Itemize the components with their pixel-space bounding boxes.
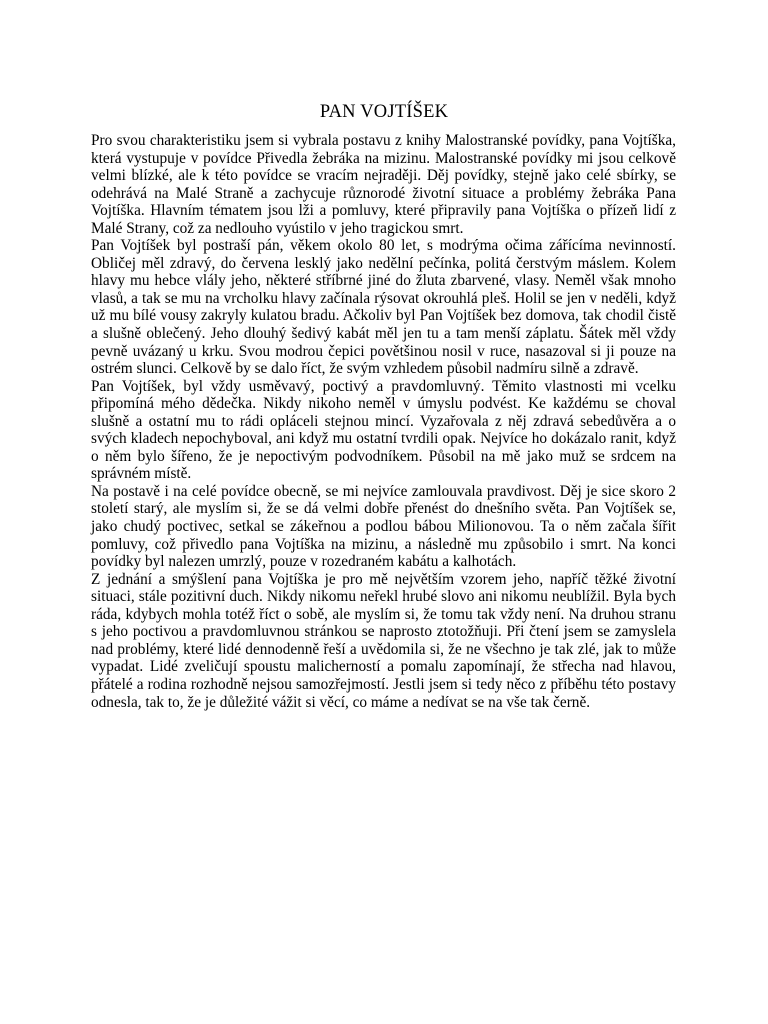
document-title: PAN VOJTÍŠEK [319, 102, 449, 122]
paragraph-character: Pan Vojtíšek, byl vždy usměvavý, poctivý a pravdomluvný. Těmito vlastnosti mi vcelku připomíná mého dědečka. Nikdy nikoho neměl v úmyslu podvést. Ke každému se choval slušně a ostatní mu to rádi opláceli stejnou mincí. Vyzařovala z něj zdravá sebedůvěra a o svých kladech nepochyboval, ani když mu ostatní tvrdili opak. Nejvíce ho dokázalo ranit, když o něm bylo šířeno, že je nepoctivým podvodníkem. Působil na mě jako muž se srdcem na správném místě. [91, 377, 676, 483]
paragraph-intro: Pro svou charakteristiku jsem si vybrala postavu z knihy Malostranské povídky, pana Vojtíška, která vystupuje v povídce Přivedla žebráka na mizinu. Malostranské povídky mi jsou celkově velmi blízké, ale k této povídce se vracím nejraději. Děj povídky, stejně jako celé sbírky, se odehrává na Malé Straně a zachycuje různorodé životní situace a problémy žebráka Pana Vojtíška. Hlavním tématem jsou lži a pomluvy, které připravily pana Vojtíška o přízeň lidí z Malé Strany, což za nedlouho vyústilo v jeho tragickou smrt. [91, 132, 676, 237]
document-body [91, 132, 676, 711]
paragraph-appearance: Pan Vojtíšek byl postraší pán, věkem okolo 80 let, s modrýma očima zářícíma nevinností. Obličej měl zdravý, do červena lesklý jako nedělní pečínka, politá čerstvým máslem. Kolem hlavy mu hebce vlály jeho, některé stříbrné jiné do žluta zbarvené, vlasy. Neměl však mnoho vlasů, a tak se mu na vrcholku hlavy začínala rýsovat okrouhlá pleš. Holil se jen v neděli, když už mu bílé vousy zakryly kulatou bradu. Ačkoliv byl Pan Vojtíšek bez domova, tak chodil čistě a slušně oblečený. Jeho dlouhý šedivý kabát měl jen tu a tam menší záplatu. Šátek měl vždy pevně uvázaný u krku. Svou modrou čepici povětšinou nosil v ruce, nasazoval si ji pouze na ostrém slunci. Celkově by se dalo říct, že svým vzhledem působil nadmíru silně a zdravě. [91, 237, 676, 378]
paragraph-story: Na postavě i na celé povídce obecně, se mi nejvíce zamlouvala pravdivost. Děj je sice skoro 2 století starý, ale myslím si, že se dá velmi dobře přenést do dnešního světa. Pan Vojtíšek se, jako chudý poctivec, setkal se zákeřnou a podlou bábou Milionovou. Ta o něm začala šířit pomluvy, což přivedlo pana Vojtíška na mizinu, a následně mu způsobilo i smrt. Na konci povídky byl nalezen umrzlý, pouze v rozedraném kabátu a kalhotách. [91, 482, 676, 571]
paragraph-reflection: Z jednání a smýšlení pana Vojtíška je pro mě největším vzorem jeho, napříč těžké životní situaci, stále pozitivní duch. Nikdy nikomu neřekl hrubé slovo ani nikomu neublížil. Byla bych ráda, kdybych mohla totéž říct o sobě, ale myslím si, že tomu tak vždy není. Na druhou stranu s jeho poctivou a pravdomluvnou stránkou se naprosto ztotožňuji. Při čtení jsem se zamyslela nad problémy, které lidé dennodenně řeší a uvědomila si, že ne všechno je tak zlé, jak to může vypadat. Lidé zveličují spoustu malicherností a pomalu zapomínají, že střecha nad hlavou, přátelé a rodina rozhodně nejsou samozřejmostí. Jestli jsem si tedy něco z příběhu této postavy odnesla, tak to, že je důležité vážit si věcí, co máme a nedívat se na vše tak černě. [91, 570, 676, 711]
